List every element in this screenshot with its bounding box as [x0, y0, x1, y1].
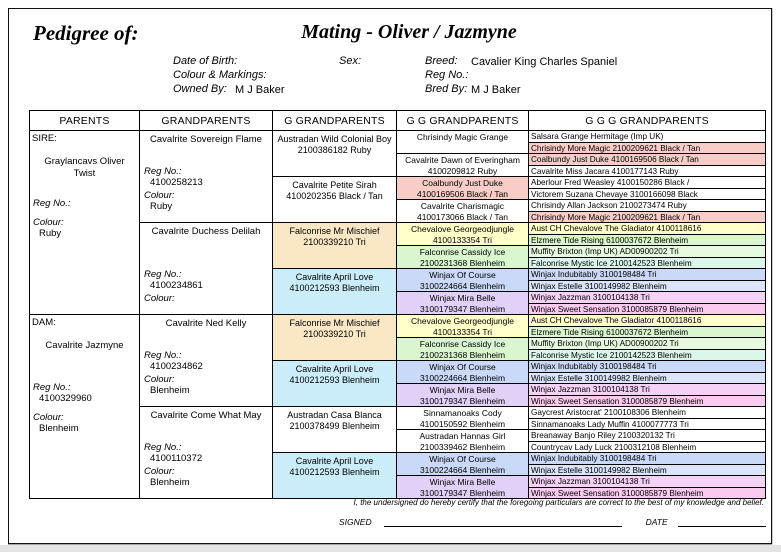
reg-no-value: 4100234862 [150, 361, 203, 372]
g-grandparent-name: Cavalrite April Love 4100212593 Blenheim [289, 272, 380, 293]
gg-grandparent-cell [397, 407, 529, 430]
gg-grandparent-cell [397, 177, 529, 200]
ggg-grandparent-cell [529, 131, 766, 143]
ggg-grandparent-cell [529, 223, 766, 235]
g-grandparent-name: Cavalrite April Love 4100212593 Blenheim [289, 364, 380, 385]
ggg-grandparent-cell [529, 281, 766, 293]
ggg-grandparent-name: Winjax Estelle 3100149982 Blenheim [531, 465, 667, 475]
gg-grandparent-name: Chevalove Georgeodjungle [410, 224, 515, 234]
grandparent-name: Cavalrite Ned Kelly [165, 318, 247, 329]
parent-role-label: SIRE: [32, 133, 57, 144]
grandparent-name: Cavalrite Come What May [150, 410, 262, 421]
colour-value: Blenheim [150, 385, 190, 396]
ggg-grandparent-cell [529, 407, 766, 419]
reg-no-line [144, 350, 272, 372]
gg-grandparent-detail: 3100224664 Blenheim [419, 372, 506, 383]
gg-grandparent-cell [397, 430, 529, 453]
ggg-grandparent-name: Winjax Sweet Sensation 3100085879 Blenheim [531, 488, 704, 498]
gg-grandparent-name: Falconrise Cassidy Ice [419, 247, 506, 257]
ggg-grandparent-cell [529, 269, 766, 281]
gg-grandparent-cell [397, 476, 529, 499]
gg-grandparent-detail: 3100179347 Blenheim [419, 487, 506, 498]
reg-no-label: Reg No.: [144, 166, 182, 177]
date-label: DATE [645, 517, 668, 527]
gg-grandparent-cell [397, 361, 529, 384]
ggg-grandparent-cell [529, 212, 766, 224]
ggg-grandparent-name: Salsara Grange Hermitage (Imp UK) [531, 132, 664, 141]
reg-no-line [144, 166, 272, 188]
colour-value: Ruby [150, 201, 173, 212]
ggg-grandparent-name: Countrycav Lady Luck 2100312108 Blenheim [531, 442, 697, 452]
ggg-grandparent-cell [529, 292, 766, 304]
grandparent-details [140, 166, 272, 212]
pedigree-of-label: Pedigree of: [33, 21, 139, 45]
gg-grandparent-detail: 4100150592 Blenheim [419, 418, 506, 429]
ggg-grandparent-name: Winjax Jazzman 3100104138 Tri [531, 385, 650, 394]
gg-grandparent-detail: 2100231368 Blenheim [419, 257, 506, 268]
gg-grandparent-cell [397, 315, 529, 338]
page-title: Mating - Oliver / Jazmyne [301, 21, 517, 43]
gg-grandparent-name: Falconrise Cassidy Ice [419, 339, 506, 349]
ggg-grandparent-name: Coalbundy Just Duke 4100169506 Black / Tan [531, 155, 699, 164]
pedigree-table [29, 110, 766, 499]
gg-grandparent-name: Winjax Of Course [429, 270, 496, 280]
gg-grandparent-cell [397, 292, 529, 315]
colour-line [30, 412, 139, 434]
ggg-grandparent-cell [529, 166, 766, 178]
parent-cell [30, 131, 140, 315]
g-grandparent-cell [273, 177, 397, 223]
gg-grandparent-detail: 3100224664 Blenheim [419, 280, 506, 291]
reg-no-value: 4100110372 [150, 453, 203, 464]
g-grandparent-name: Falconrise Mr Mischief 2100339210 Tri [289, 226, 380, 247]
signature-line [384, 516, 622, 527]
gg-grandparent-detail: 4100133354 Tri [432, 234, 493, 245]
grandparent-details [140, 350, 272, 396]
ggg-grandparent-cell [529, 177, 766, 189]
ggg-grandparent-name: Elzmere Tide Rising 6100037672 Blenheim [531, 327, 689, 337]
gg-grandparent-name: Winjax Mira Belle [429, 477, 496, 487]
grandparent-cell [140, 223, 273, 315]
ggg-grandparent-name: Chrisindy Allan Jackson 2100273474 Ruby [531, 201, 687, 210]
column-header-gg-grandparents: G G GRANDPARENTS [397, 111, 529, 131]
reg-no-value: 4100234861 [150, 280, 203, 291]
ggg-grandparent-name: Victorem Suzana Chevaye 3100166098 Black [531, 189, 698, 199]
ggg-grandparent-cell [529, 373, 766, 385]
gg-grandparent-name: Chevalove Georgeodjungle [410, 316, 515, 326]
ggg-grandparent-cell [529, 327, 766, 339]
gg-grandparent-name: Winjax Of Course [429, 454, 496, 464]
date-line [678, 516, 766, 527]
gg-grandparent-detail: 4100133354 Tri [432, 326, 493, 337]
ggg-grandparent-cell [529, 338, 766, 350]
ggg-grandparent-name: Gaycrest Aristocrat' 2100108306 Blenheim [531, 408, 686, 417]
gg-grandparent-name: Coalbundy Just Duke [422, 178, 503, 188]
colour-line [30, 217, 139, 239]
ggg-grandparent-name: Winjax Jazzman 3100104138 Tri [531, 293, 650, 302]
gg-grandparent-name: Sinnamanoaks Cody [423, 408, 502, 418]
gg-grandparent-name: Winjax Of Course [429, 362, 496, 372]
g-grandparent-name: Cavalrite April Love 4100212593 Blenheim [289, 456, 380, 477]
ggg-grandparent-cell [529, 304, 766, 316]
bred-by-value: M J Baker [471, 84, 521, 96]
ggg-grandparent-cell [529, 442, 766, 454]
colour-label: Colour: [144, 190, 175, 201]
colour-label: Colour: [144, 466, 175, 477]
colour-value: Blenheim [150, 477, 190, 488]
gg-grandparent-cell [397, 246, 529, 269]
ggg-grandparent-cell [529, 246, 766, 258]
date-of-birth-label: Date of Birth: [173, 55, 238, 67]
g-grandparent-name: Austradan Casa Blanca 2100378499 Blenheim [287, 410, 382, 431]
colour-line [144, 190, 272, 212]
reg-no-line [144, 442, 272, 464]
reg-no-label: Reg No.: [144, 350, 182, 361]
gg-grandparent-detail: 3100224664 Blenheim [419, 464, 506, 475]
parent-role-label: DAM: [32, 317, 56, 328]
gg-grandparent-name: Austradan Hannas Girl [419, 431, 506, 441]
gg-grandparent-detail: 4100173066 Black / Tan [416, 211, 509, 222]
gg-grandparent-name: Winjax Mira Belle [429, 385, 496, 395]
ggg-grandparent-name: Aberlour Fred Weasley 4100150286 Black / [531, 178, 690, 187]
column-header-g-grandparents: G GRANDPARENTS [273, 111, 397, 131]
g-grandparent-cell [273, 315, 397, 361]
reg-no-line [30, 382, 139, 404]
gg-grandparent-cell [397, 338, 529, 361]
ggg-grandparent-cell [529, 315, 766, 327]
g-grandparent-cell [273, 223, 397, 269]
reg-no-value: 4100258213 [150, 177, 203, 188]
ggg-grandparent-name: Sinnamanoaks Lady Muffin 4100077773 Tri [531, 419, 689, 429]
ggg-grandparent-cell [529, 476, 766, 488]
column-header-parents: PARENTS [30, 111, 140, 131]
owned-by-value: M J Baker [235, 84, 285, 96]
colour-line [144, 466, 272, 488]
gg-grandparent-detail: 4100209812 Ruby [427, 165, 498, 176]
g-grandparent-cell [273, 269, 397, 315]
gg-grandparent-name: Winjax Mira Belle [429, 293, 496, 303]
ggg-grandparent-cell [529, 396, 766, 408]
column-header-grandparents: GRANDPARENTS [140, 111, 273, 131]
ggg-grandparent-cell [529, 453, 766, 465]
ggg-grandparent-name: Winjax Estelle 3100149982 Blenheim [531, 373, 667, 383]
reg-no-label: Reg No.: [144, 442, 182, 453]
g-grandparent-name: Austradan Wild Colonial Boy 2100386182 Ruby [277, 134, 392, 155]
reg-no-line [30, 198, 139, 209]
gg-grandparent-cell [397, 131, 529, 154]
ggg-grandparent-name: Chrisindy More Magic 2100209621 Black / Tan [531, 212, 701, 222]
ggg-grandparent-name: Winjax Estelle 3100149982 Blenheim [531, 281, 667, 291]
reg-no-label: Reg No.: [144, 269, 182, 280]
gg-grandparent-detail: 4100169506 Black / Tan [416, 188, 509, 199]
owned-by-label: Owned By: [173, 83, 227, 95]
ggg-grandparent-cell [529, 350, 766, 362]
gg-grandparent-detail: 3100179347 Blenheim [419, 395, 506, 406]
g-grandparent-name: Falconrise Mr Mischief 2100339210 Tri [289, 318, 380, 339]
parent-cell [30, 315, 140, 499]
colour-label: Colour: [33, 412, 64, 423]
ggg-grandparent-cell [529, 189, 766, 201]
ggg-grandparent-name: Muffity Brixton (Imp UK) AD00900202 Tri [531, 247, 679, 256]
ggg-grandparent-cell [529, 143, 766, 155]
colour-value: Blenheim [39, 423, 79, 434]
ggg-grandparent-cell [529, 200, 766, 212]
breed-label: Breed: [425, 55, 458, 67]
ggg-grandparent-name: Aust CH Chevalove The Gladiator 4100118616 [531, 224, 702, 233]
column-header-ggg-grandparents: G G G GRANDPARENTS [529, 111, 766, 131]
breed-value: Cavalier King Charles Spaniel [471, 56, 618, 68]
ggg-grandparent-name: Muffity Brixton (Imp UK) AD00900202 Tri [531, 339, 679, 348]
g-grandparent-cell [273, 407, 397, 453]
g-grandparent-name: Cavalrite Petite Sirah 4100202356 Black / Tan [286, 180, 383, 201]
g-grandparent-cell [273, 131, 397, 177]
colour-line [144, 293, 272, 304]
colour-label: Colour: [33, 217, 64, 228]
ggg-grandparent-name: Aust CH Chevalove The Gladiator 4100118616 [531, 316, 702, 325]
ggg-grandparent-cell [529, 384, 766, 396]
signature-row [339, 516, 766, 527]
colour-value: Ruby [39, 228, 62, 239]
ggg-grandparent-cell [529, 361, 766, 373]
grandparent-cell [140, 315, 273, 407]
ggg-grandparent-cell [529, 430, 766, 442]
g-grandparent-cell [273, 453, 397, 499]
ggg-grandparent-name: Cavalrite Miss Jacara 4100177143 Ruby [531, 166, 679, 176]
gg-grandparent-cell [397, 384, 529, 407]
reg-no-value: 4100329960 [39, 393, 92, 404]
window-bottom-edge [0, 545, 781, 552]
colour-markings-label: Colour & Markings: [173, 69, 267, 81]
reg-no-label: Reg No.: [33, 382, 71, 393]
ggg-grandparent-cell [529, 419, 766, 431]
grandparent-details [140, 442, 272, 488]
ggg-grandparent-name: Winjax Indubitably 3100198484 Tri [531, 362, 657, 371]
colour-line [144, 374, 272, 396]
reg-no-line [144, 269, 272, 291]
ggg-grandparent-name: Winjax Indubitably 3100198484 Tri [531, 454, 657, 463]
parent-name: Graylancavs Oliver Twist [44, 156, 125, 179]
gg-grandparent-detail: 2100231368 Blenheim [419, 349, 506, 360]
gg-grandparent-name: Cavalrite Charismagic [420, 201, 505, 211]
reg-no-label: Reg No.: [425, 69, 469, 81]
gg-grandparent-cell [397, 200, 529, 223]
grandparent-name: Cavalrite Duchess Delilah [151, 226, 261, 237]
grandparent-cell [140, 131, 273, 223]
colour-label: Colour: [144, 374, 175, 385]
ggg-grandparent-cell [529, 154, 766, 166]
ggg-grandparent-name: Winjax Indubitably 3100198484 Tri [531, 270, 657, 279]
gg-grandparent-cell [397, 269, 529, 292]
ggg-grandparent-name: Chrisindy More Magic 2100209621 Black / Tan [531, 143, 701, 153]
gg-grandparent-cell [397, 453, 529, 476]
gg-grandparent-name: Chrisindy Magic Grange [416, 132, 509, 142]
g-grandparent-cell [273, 361, 397, 407]
grandparent-cell [140, 407, 273, 499]
ggg-grandparent-cell [529, 465, 766, 477]
pedigree-document-page [8, 8, 772, 544]
gg-grandparent-detail: 3100179347 Blenheim [419, 303, 506, 314]
gg-grandparent-name: Cavalrite Dawn of Everingham [405, 155, 520, 165]
colour-label: Colour: [144, 293, 175, 304]
gg-grandparent-cell [397, 154, 529, 177]
ggg-grandparent-name: Falconrise Mystic Ice 2100142523 Blenheim [531, 258, 692, 268]
ggg-grandparent-name: Breanaway Banjo Riley 2100320132 Tri [531, 431, 675, 440]
signed-label: SIGNED [339, 517, 372, 527]
parent-name: Cavalrite Jazmyne [45, 340, 124, 351]
ggg-grandparent-cell [529, 258, 766, 270]
gg-grandparent-detail: 2100339462 Blenheim [419, 441, 506, 452]
ggg-grandparent-name: Winjax Sweet Sensation 3100085879 Blenheim [531, 304, 704, 314]
grandparent-details [140, 269, 272, 304]
gg-grandparent-cell [397, 223, 529, 246]
ggg-grandparent-name: Falconrise Mystic Ice 2100142523 Blenheim [531, 350, 692, 360]
bred-by-label: Bred By: [425, 83, 468, 95]
ggg-grandparent-cell [529, 235, 766, 247]
sex-label: Sex: [339, 55, 362, 67]
reg-no-label: Reg No.: [33, 198, 71, 209]
ggg-grandparent-name: Winjax Jazzman 3100104138 Tri [531, 477, 650, 486]
ggg-grandparent-name: Winjax Sweet Sensation 3100085879 Blenheim [531, 396, 704, 406]
grandparent-name: Cavalrite Sovereign Flame [150, 134, 262, 145]
ggg-grandparent-name: Elzmere Tide Rising 6100037672 Blenheim [531, 235, 689, 245]
certification-statement: I, the undersigned do hereby certify that the foregoing particulars are correct to the best of my knowledge and belief. [353, 498, 764, 507]
